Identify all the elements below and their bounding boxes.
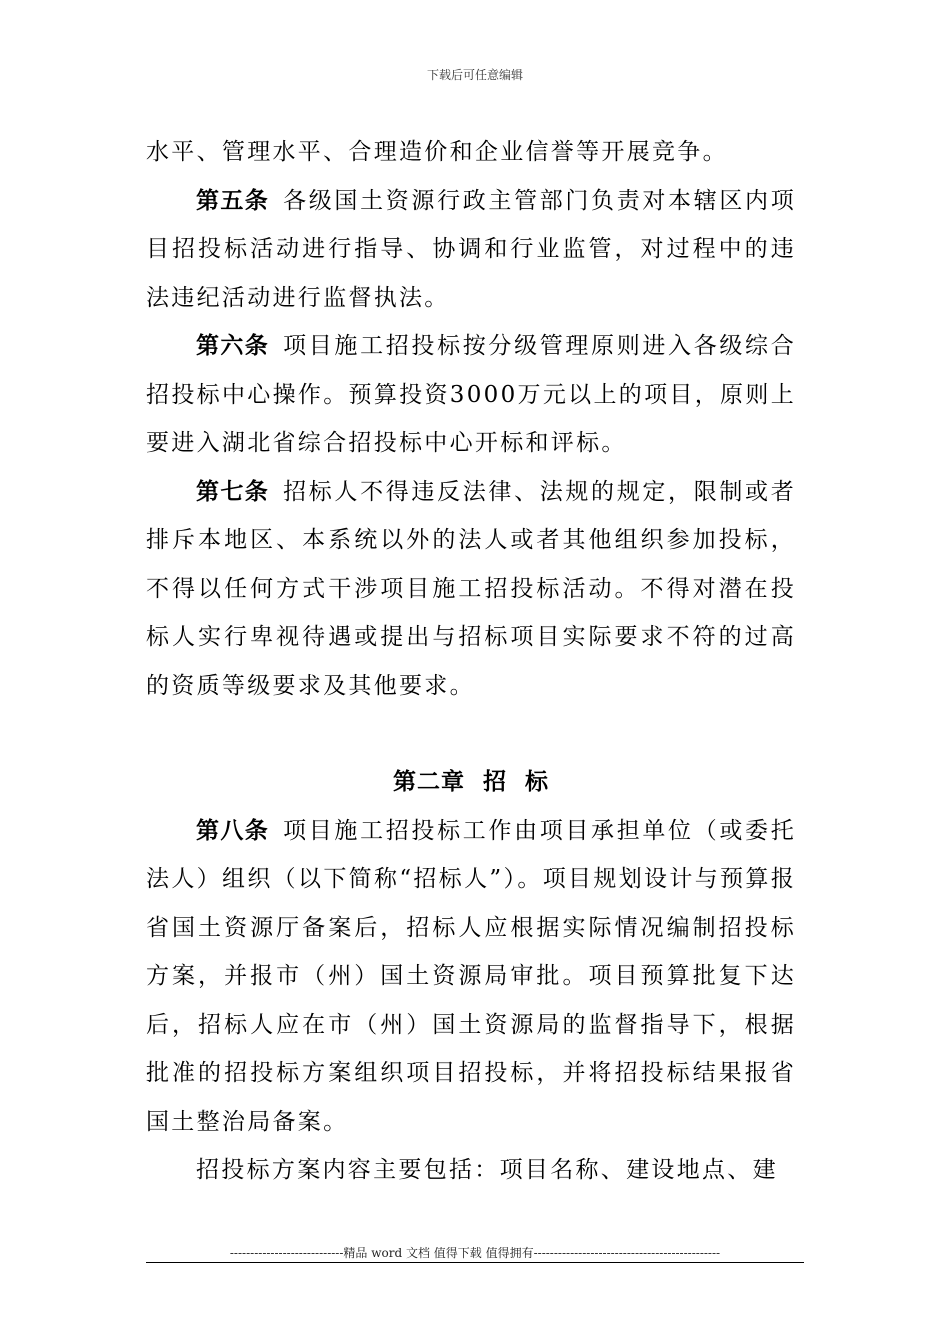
article-label: 第六条	[196, 332, 270, 359]
article-text: 各级国土资源行政主管部门负责对本辖区内项目招投标活动进行指导、协调和行业监管，对过程中的违法违纪活动进行监督执法。	[146, 187, 797, 311]
chapter-title: 第二章 招 标	[392, 768, 550, 795]
article-6	[146, 322, 796, 468]
article-label: 第七条	[196, 477, 270, 505]
article-7	[146, 468, 796, 711]
page-footer: ----------------------------精品 word 文档 值得下载 值得拥有----------------------------------------------	[229, 1246, 721, 1260]
footer-rule	[146, 1262, 804, 1263]
article-5	[146, 177, 796, 323]
document-body	[146, 128, 796, 1195]
article-text: 招标人不得违反法律、法规的规定，限制或者排斥本地区、本系统以外的法人或者其他组织参加投标，不得以任何方式干涉项目施工招投标活动。不得对潜在投标人实行卑视待遇或提出与招标项目实际要求不符的过高的资质等级要求及其他要求。	[146, 478, 797, 699]
article-text: 项目施工招投标按分级管理原则进入各级综合招投标中心操作。预算投资3000万元以上的项目，原则上要进入湖北省综合招投标中心开标和评标。	[146, 333, 797, 456]
article-label: 第五条	[196, 186, 270, 214]
paragraph-continuation: 水平、管理水平、合理造价和企业信誉等开展竞争。	[146, 139, 728, 165]
article-label: 第八条	[196, 816, 270, 844]
page-header: 下载后可任意编辑	[426, 68, 523, 82]
article-8	[146, 807, 796, 1147]
paragraph-plan-contents: 招投标方案内容主要包括：项目名称、建设地点、建	[196, 1157, 778, 1183]
article-text: 项目施工招投标工作由项目承担单位（或委托法人）组织（以下简称“招标人”）。项目规划设计与预算报省国土资源厅备案后，招标人应根据实际情况编制招投标方案，并报市（州）国土资源局审批。项目预算批复下达后，招标人应在市（州）国土资源局的监督指导下，根据批准的招投标方案组织项目招投标，并将招投标结果报省国土整治局备案。	[146, 817, 797, 1135]
